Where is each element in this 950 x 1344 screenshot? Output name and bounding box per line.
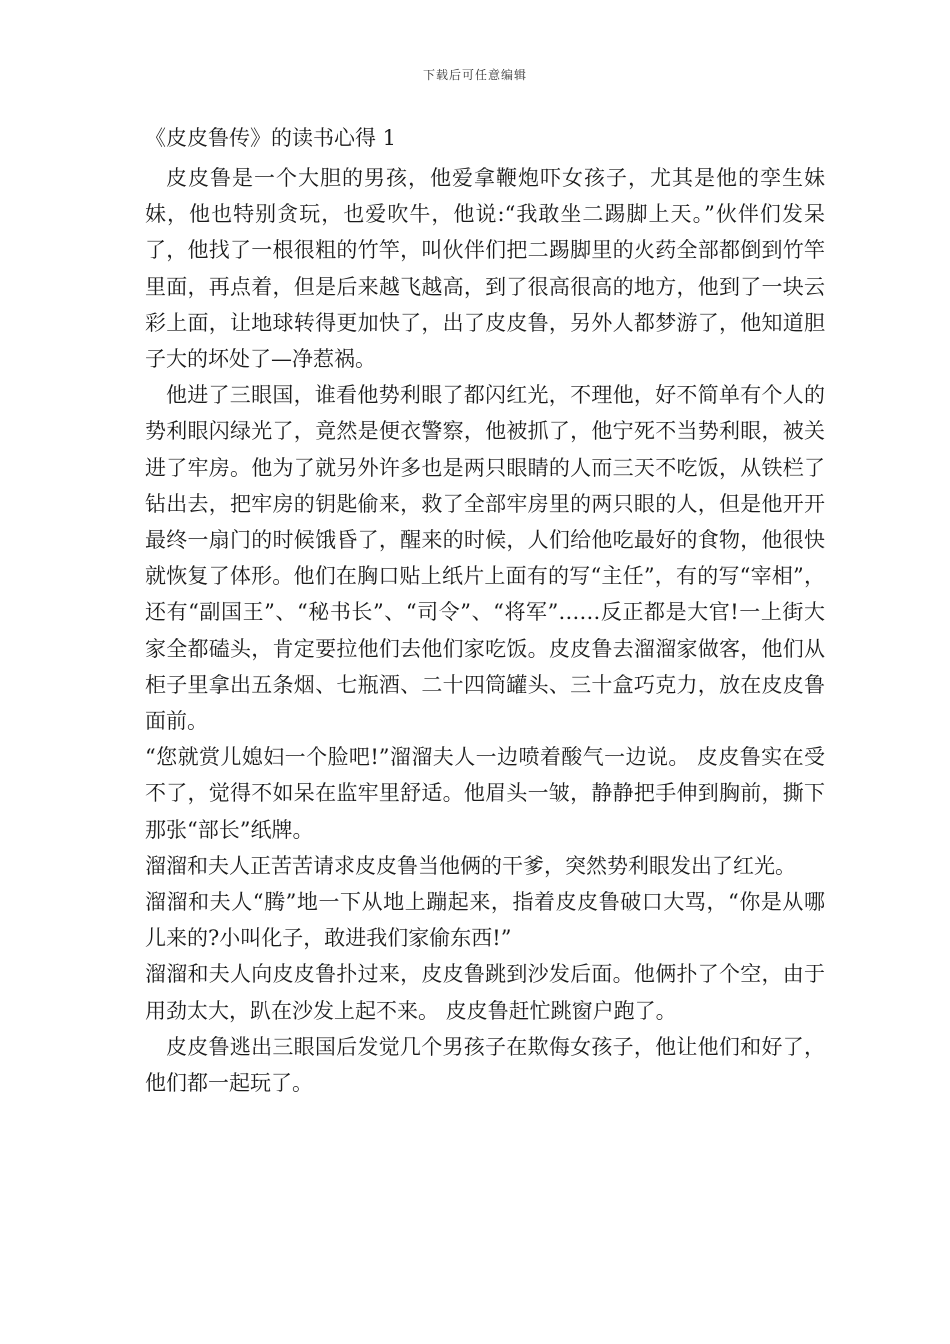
page-header-note: 下载后可任意编辑 [422,68,527,82]
paragraph: 溜溜和夫人“腾”地一下从地上蹦起来，指着皮皮鲁破口大骂，“你是从哪儿来的?小叫化子，敢进我们家偷东西!” [145,890,825,951]
paragraph: 皮皮鲁逃出三眼国后发觉几个男孩子在欺侮女孩子，他让他们和好了，他们都一起玩了。 [145,1034,825,1096]
paragraph: 溜溜和夫人向皮皮鲁扑过来，皮皮鲁跳到沙发后面。他俩扑了个空，由于用劲太大，趴在沙发上起不来。 皮皮鲁赶忙跳窗户跑了。 [145,962,825,1023]
document-title: 《皮皮鲁传》的读书心得 1 [145,126,397,150]
paragraph: “您就赏儿媳妇一个脸吧!”溜溜夫人一边喷着酸气一边说。 皮皮鲁实在受不了，觉得不如呆在监牢里舒适。他眉头一皱，静静把手伸到胸前，撕下那张“部长”纸牌。 [145,745,825,842]
paragraph: 皮皮鲁是一个大胆的男孩，他爱拿鞭炮吓女孩子，尤其是他的孪生妹妹，他也特别贪玩，也爱吹牛，他说:“我敢坐二踢脚上天。”伙伴们发呆了，他找了一根很粗的竹竿，叫伙伴们把二踢脚里的火药全部都倒到竹竿里面，再点着，但是后来越飞越高，到了很高很高的地方，他到了一块云彩上面，让地球转得更加快了，出了皮皮鲁，另外人都梦游了，他知道胆子大的坏处了—净惹祸。 [145,166,825,372]
paragraph: 溜溜和夫人正苦苦请求皮皮鲁当他俩的干爹，突然势利眼发出了红光。 [145,853,796,878]
paragraph: 他进了三眼国，谁看他势利眼了都闪红光，不理他，好不简单有个人的势利眼闪绿光了，竟然是便衣警察，他被抓了，他宁死不当势利眼，被关进了牢房。他为了就另外许多也是两只眼睛的人而三天不吃饭，从铁栏了钻出去，把牢房的钥匙偷来，救了全部牢房里的两只眼的人，但是他开开最终一扇门的时候饿昏了，醒来的时候，人们给他吃最好的食物，他很快就恢复了体形。他们在胸口贴上纸片上面有的写“主任”，有的写“宰相”，还有“副国王”、“秘书长”、“司令”、“将军”……反正都是大官!一上街大家全都磕头，肯定要拉他们去他们家吃饭。皮皮鲁去溜溜家做客，他们从柜子里拿出五条烟、七瓶酒、二十四筒罐头、三十盒巧克力，放在皮皮鲁面前。 [145,383,825,734]
document-body [145,120,825,1101]
